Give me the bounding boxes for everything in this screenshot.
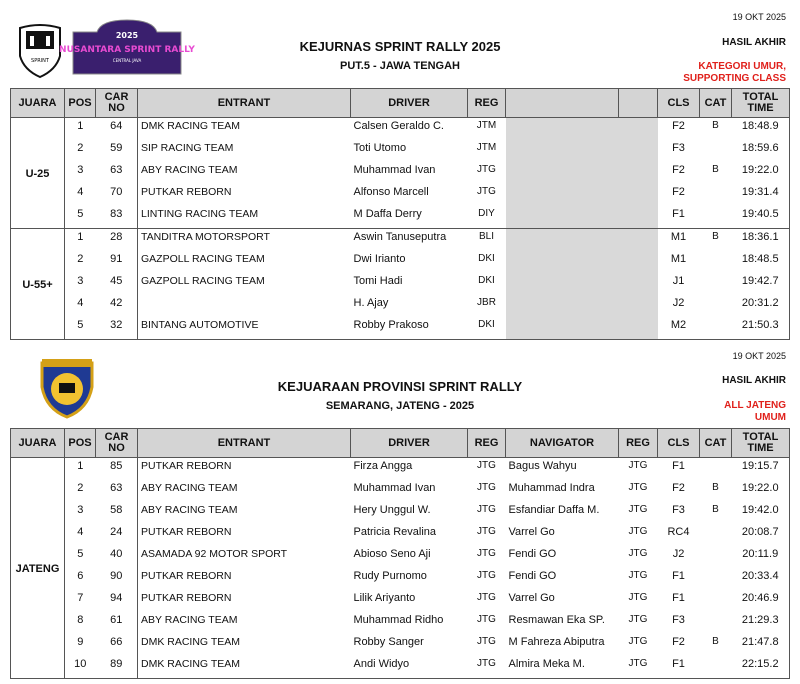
- event-title: KEJUARAAN PROVINSI SPRINT RALLY: [277, 379, 523, 394]
- entrant-cell: DMK RACING TEAM: [138, 634, 351, 656]
- entrant-cell: SIP RACING TEAM: [138, 140, 351, 162]
- cls-cell: M1: [670, 253, 687, 265]
- time-cell: 20:11.9: [742, 548, 779, 560]
- entrant-cell: DMK RACING TEAM: [138, 118, 351, 141]
- cat-cell: B: [712, 636, 719, 647]
- car-no-cell: 91: [110, 253, 123, 265]
- cat-cell: [700, 524, 732, 546]
- navigator-reg-cell: JTG: [628, 592, 648, 603]
- time-cell: 21:47.8: [741, 636, 779, 648]
- entrant-cell: ABY RACING TEAM: [138, 480, 351, 502]
- table-row: [11, 184, 790, 206]
- cat-cell: [700, 458, 732, 481]
- cls-cell: F2: [672, 482, 685, 494]
- table-row: [11, 140, 790, 162]
- header-cell: POS: [65, 429, 96, 458]
- blank-cell: [619, 118, 658, 141]
- driver-cell: Robby Prakoso: [353, 319, 429, 331]
- navigator-cell: Resmawan Eka SP.: [508, 614, 605, 626]
- table-row: [11, 273, 790, 295]
- reg-cell: JTM: [468, 118, 506, 141]
- car-no-cell: 94: [110, 592, 123, 604]
- navigator-reg-cell: JTG: [628, 570, 648, 581]
- time-cell: 19:31.4: [741, 186, 779, 198]
- blank-cell: [619, 184, 658, 206]
- pos-cell: 3: [77, 504, 84, 516]
- cls-cell: J2: [672, 548, 685, 560]
- driver-cell: Muhammad Ridho: [353, 614, 444, 626]
- blank-cell: [506, 295, 619, 317]
- driver-cell: Tomi Hadi: [353, 275, 403, 287]
- entrant-cell: PUTKAR REBORN: [138, 458, 351, 481]
- cls-cell: F1: [672, 570, 685, 582]
- driver-cell: Muhammad Ivan: [353, 164, 436, 176]
- table-row: [11, 295, 790, 317]
- cls-cell: F2: [672, 636, 685, 648]
- reg-cell: DKI: [478, 319, 495, 330]
- navigator-cell: Muhammad Indra: [508, 482, 595, 494]
- group-label: U-55+: [11, 229, 65, 340]
- cls-cell: F3: [672, 142, 685, 154]
- entrant-cell: [138, 295, 351, 317]
- blank-cell: [619, 162, 658, 184]
- reg-cell: JTM: [476, 142, 497, 153]
- cls-cell: J2: [672, 297, 685, 309]
- header-cell: [619, 89, 658, 118]
- car-no-cell: 63: [110, 482, 123, 494]
- driver-cell: Toti Utomo: [353, 142, 407, 154]
- header-cell: DRIVER: [351, 89, 468, 118]
- driver-cell: Aswin Tanuseputra: [351, 229, 468, 252]
- driver-cell: Patricia Revalina: [353, 526, 437, 538]
- blank-cell: [506, 184, 619, 206]
- table-row: [11, 317, 790, 340]
- entrant-cell: PUTKAR REBORN: [138, 184, 351, 206]
- header-cell: TOTAL TIME: [732, 89, 790, 118]
- pos-cell: 1: [65, 118, 96, 141]
- car-no-cell: 85: [96, 458, 138, 481]
- cls-cell: M1: [658, 229, 700, 252]
- driver-cell: H. Ajay: [353, 297, 389, 309]
- blank-cell: [619, 229, 658, 252]
- car-no-cell: 59: [110, 142, 123, 154]
- reg-cell: JBR: [477, 297, 496, 308]
- results-table-kejurprov: [10, 428, 790, 679]
- reg-cell: JTG: [477, 164, 496, 175]
- driver-cell: Dwi Irianto: [353, 253, 406, 265]
- reg-cell: JTG: [477, 570, 496, 581]
- navigator-cell: Almira Meka M.: [508, 658, 585, 670]
- header-cell: ENTRANT: [138, 89, 351, 118]
- blank-cell: [506, 162, 619, 184]
- car-no-cell: 70: [110, 186, 123, 198]
- car-no-cell: 45: [110, 275, 123, 287]
- time-cell: 21:50.3: [741, 319, 779, 331]
- car-no-cell: 24: [110, 526, 123, 538]
- cat-cell: [700, 546, 732, 568]
- reg-cell: JTG: [477, 548, 496, 559]
- time-cell: 20:08.7: [741, 526, 779, 538]
- driver-cell: M Daffa Derry: [353, 208, 422, 220]
- table-row: [11, 524, 790, 546]
- navigator-cell: Fendi GO: [508, 548, 557, 560]
- date: 19 OKT 2025: [732, 351, 786, 361]
- reg-cell: JTG: [477, 504, 496, 515]
- driver-cell: Robby Sanger: [353, 636, 424, 648]
- navigator-cell: Varrel Go: [508, 526, 555, 538]
- time-cell: 20:33.4: [741, 570, 779, 582]
- cls-cell: F3: [672, 504, 685, 516]
- pos-cell: 7: [77, 592, 84, 604]
- car-no-cell: 40: [110, 548, 123, 560]
- car-no-cell: 64: [96, 118, 138, 141]
- blank-cell: [506, 118, 619, 141]
- time-cell: 21:29.3: [741, 614, 779, 626]
- table-row: [11, 118, 790, 141]
- driver-cell: Rudy Purnomo: [353, 570, 427, 582]
- blank-cell: [619, 295, 658, 317]
- cat-cell: [700, 251, 732, 273]
- driver-cell: Abioso Seno Aji: [353, 548, 431, 560]
- table-row: [11, 229, 790, 252]
- blank-cell: [506, 317, 619, 340]
- blank-cell: [619, 206, 658, 229]
- cls-cell: F1: [658, 458, 700, 481]
- pos-cell: 4: [77, 297, 84, 309]
- header-cell: REG: [468, 429, 506, 458]
- car-no-cell: 90: [110, 570, 123, 582]
- header-cell: REG: [619, 429, 658, 458]
- blank-cell: [506, 140, 619, 162]
- time-cell: 19:15.7: [732, 458, 790, 481]
- time-cell: 18:48.9: [732, 118, 790, 141]
- header-cell: CAR NO: [96, 89, 138, 118]
- entrant-cell: ABY RACING TEAM: [138, 502, 351, 524]
- result-label: HASIL AKHIR: [722, 375, 786, 386]
- header-cell: CLS: [658, 429, 700, 458]
- event-subtitle: SEMARANG, JATENG - 2025: [325, 400, 475, 412]
- svg-text:SPRINT: SPRINT: [31, 58, 49, 64]
- table-row: [11, 612, 790, 634]
- cls-cell: F2: [658, 118, 700, 141]
- entrant-cell: DMK RACING TEAM: [138, 656, 351, 679]
- entrant-cell: GAZPOLL RACING TEAM: [138, 273, 351, 295]
- cls-cell: F3: [672, 614, 685, 626]
- reg-cell: JTG: [477, 614, 496, 625]
- time-cell: 18:59.6: [741, 142, 779, 154]
- pos-cell: 4: [77, 186, 84, 198]
- navigator-reg-cell: JTG: [619, 458, 658, 481]
- header-cell: DRIVER: [351, 429, 468, 458]
- entrant-cell: PUTKAR REBORN: [138, 568, 351, 590]
- time-cell: 22:15.2: [741, 658, 779, 670]
- group-label: U-25: [11, 118, 65, 229]
- navigator-reg-cell: JTG: [628, 548, 648, 559]
- reg-cell: DIY: [478, 208, 495, 219]
- table-row: [11, 162, 790, 184]
- table-row: [11, 568, 790, 590]
- header-cell: JUARA: [11, 89, 65, 118]
- cat-cell: [700, 612, 732, 634]
- time-cell: 19:22.0: [741, 482, 779, 494]
- header-cell: CAR NO: [96, 429, 138, 458]
- results-table-kejurnas: [10, 88, 790, 340]
- time-cell: 20:31.2: [741, 297, 779, 309]
- table-row: [11, 634, 790, 656]
- cat-cell: [700, 140, 732, 162]
- time-cell: 19:40.5: [741, 208, 779, 220]
- pos-cell: 2: [77, 253, 84, 265]
- reg-cell: JTG: [477, 658, 496, 669]
- pos-cell: 5: [77, 548, 84, 560]
- table-row: [11, 251, 790, 273]
- group-label: JATENG: [11, 458, 65, 679]
- table-row: [11, 546, 790, 568]
- car-no-cell: 63: [110, 164, 123, 176]
- navigator-cell: Varrel Go: [508, 592, 555, 604]
- header-cell: NAVIGATOR: [506, 429, 619, 458]
- reg-cell: JTG: [477, 526, 496, 537]
- car-no-cell: 66: [110, 636, 123, 648]
- entrant-cell: BINTANG AUTOMOTIVE: [138, 317, 351, 340]
- cls-cell: M2: [670, 319, 687, 331]
- cls-cell: F1: [672, 658, 685, 670]
- header-cell: [506, 89, 619, 118]
- driver-cell: Firza Angga: [351, 458, 468, 481]
- entrant-cell: PUTKAR REBORN: [138, 524, 351, 546]
- pos-cell: 1: [65, 229, 96, 252]
- cat-cell: [700, 317, 732, 340]
- table-row: [11, 206, 790, 229]
- cls-cell: RC4: [667, 526, 690, 538]
- car-no-cell: 61: [110, 614, 123, 626]
- svg-text:CENTRAL JAVA: CENTRAL JAVA: [112, 58, 142, 63]
- header-cell: CAT: [700, 89, 732, 118]
- cat-cell: B: [712, 164, 719, 175]
- cat-cell: [700, 273, 732, 295]
- blank-cell: [619, 273, 658, 295]
- category-label: ALL JATENG UMUM: [724, 400, 786, 423]
- pos-cell: 3: [77, 275, 84, 287]
- date: 19 OKT 2025: [732, 12, 786, 22]
- navigator-reg-cell: JTG: [628, 526, 648, 537]
- blank-cell: [506, 251, 619, 273]
- cat-cell: [700, 295, 732, 317]
- cat-cell: [700, 206, 732, 229]
- reg-cell: JTG: [477, 482, 496, 493]
- cls-cell: F2: [672, 186, 685, 198]
- result-label: HASIL AKHIR: [722, 37, 786, 48]
- cls-cell: F1: [672, 208, 685, 220]
- pos-cell: 10: [74, 658, 87, 670]
- header-cell: POS: [65, 89, 96, 118]
- header-cell: JUARA: [11, 429, 65, 458]
- pos-cell: 4: [77, 526, 84, 538]
- cat-cell: B: [700, 229, 732, 252]
- blank-cell: [619, 140, 658, 162]
- pos-cell: 2: [77, 482, 84, 494]
- header-cell: ENTRANT: [138, 429, 351, 458]
- navigator-reg-cell: JTG: [628, 658, 648, 669]
- cat-cell: [700, 568, 732, 590]
- reg-cell: BLI: [468, 229, 506, 252]
- entrant-cell: ABY RACING TEAM: [138, 162, 351, 184]
- svg-text:NUSANTARA SPRINT RALLY: NUSANTARA SPRINT RALLY: [59, 45, 195, 55]
- entrant-cell: ASAMADA 92 MOTOR SPORT: [138, 546, 351, 568]
- reg-cell: JTG: [477, 636, 496, 647]
- driver-cell: Muhammad Ivan: [353, 482, 436, 494]
- svg-text:2025: 2025: [115, 31, 139, 40]
- blank-cell: [506, 229, 619, 252]
- navigator-reg-cell: JTG: [628, 636, 648, 647]
- navigator-reg-cell: JTG: [628, 482, 648, 493]
- cls-cell: J1: [672, 275, 685, 287]
- table-row: [11, 590, 790, 612]
- time-cell: 19:42.0: [741, 504, 779, 516]
- pos-cell: 1: [65, 458, 96, 481]
- entrant-cell: PUTKAR REBORN: [138, 590, 351, 612]
- pos-cell: 5: [77, 208, 84, 220]
- cat-cell: B: [700, 118, 732, 141]
- car-no-cell: 42: [110, 297, 123, 309]
- cat-cell: [700, 656, 732, 679]
- driver-cell: Andi Widyo: [353, 658, 410, 670]
- reg-cell: DKI: [478, 275, 495, 286]
- time-cell: 19:22.0: [741, 164, 779, 176]
- category-label: KATEGORI UMUR, SUPPORTING CLASS: [683, 61, 786, 84]
- time-cell: 20:46.9: [741, 592, 779, 604]
- blank-cell: [506, 273, 619, 295]
- navigator-reg-cell: JTG: [628, 504, 648, 515]
- cat-cell: [700, 590, 732, 612]
- pos-cell: 3: [77, 164, 84, 176]
- navigator-cell: Esfandiar Daffa M.: [508, 504, 600, 516]
- car-no-cell: 32: [110, 319, 123, 331]
- reg-cell: JTG: [477, 186, 496, 197]
- blank-cell: [619, 317, 658, 340]
- pos-cell: 2: [77, 142, 84, 154]
- driver-cell: Alfonso Marcell: [353, 186, 429, 198]
- header-cell: CLS: [658, 89, 700, 118]
- navigator-reg-cell: JTG: [628, 614, 648, 625]
- car-no-cell: 83: [110, 208, 123, 220]
- cat-cell: B: [712, 482, 719, 493]
- pos-cell: 8: [77, 614, 84, 626]
- time-cell: 18:36.1: [732, 229, 790, 252]
- event-subtitle: PUT.5 - JAWA TENGAH: [340, 60, 460, 72]
- pos-cell: 5: [77, 319, 84, 331]
- entrant-cell: ABY RACING TEAM: [138, 612, 351, 634]
- header-cell: CAT: [700, 429, 732, 458]
- event-title: KEJURNAS SPRINT RALLY 2025: [299, 39, 501, 54]
- car-no-cell: 58: [110, 504, 123, 516]
- entrant-cell: GAZPOLL RACING TEAM: [138, 251, 351, 273]
- reg-cell: JTG: [477, 592, 496, 603]
- entrant-cell: LINTING RACING TEAM: [138, 206, 351, 229]
- driver-cell: Hery Unggul W.: [353, 504, 431, 516]
- header-cell: TOTAL TIME: [732, 429, 790, 458]
- cls-cell: F2: [672, 164, 685, 176]
- car-no-cell: 28: [96, 229, 138, 252]
- navigator-cell: Fendi GO: [508, 570, 557, 582]
- blank-cell: [619, 251, 658, 273]
- navigator-cell: Bagus Wahyu: [506, 458, 619, 481]
- driver-cell: Lilik Ariyanto: [353, 592, 416, 604]
- pos-cell: 9: [77, 636, 84, 648]
- table-row: [11, 502, 790, 524]
- table-row: [11, 458, 790, 481]
- cat-cell: B: [712, 504, 719, 515]
- driver-cell: Calsen Geraldo C.: [351, 118, 468, 141]
- cls-cell: F1: [672, 592, 685, 604]
- reg-cell: JTG: [468, 458, 506, 481]
- navigator-cell: M Fahreza Abiputra: [508, 636, 605, 648]
- reg-cell: DKI: [478, 253, 495, 264]
- blank-cell: [506, 206, 619, 229]
- pos-cell: 6: [77, 570, 84, 582]
- table-row: [11, 480, 790, 502]
- table-row: [11, 656, 790, 679]
- time-cell: 18:48.5: [741, 253, 779, 265]
- cat-cell: [700, 184, 732, 206]
- entrant-cell: TANDITRA MOTORSPORT: [138, 229, 351, 252]
- header-cell: REG: [468, 89, 506, 118]
- car-no-cell: 89: [110, 658, 123, 670]
- time-cell: 19:42.7: [741, 275, 779, 287]
